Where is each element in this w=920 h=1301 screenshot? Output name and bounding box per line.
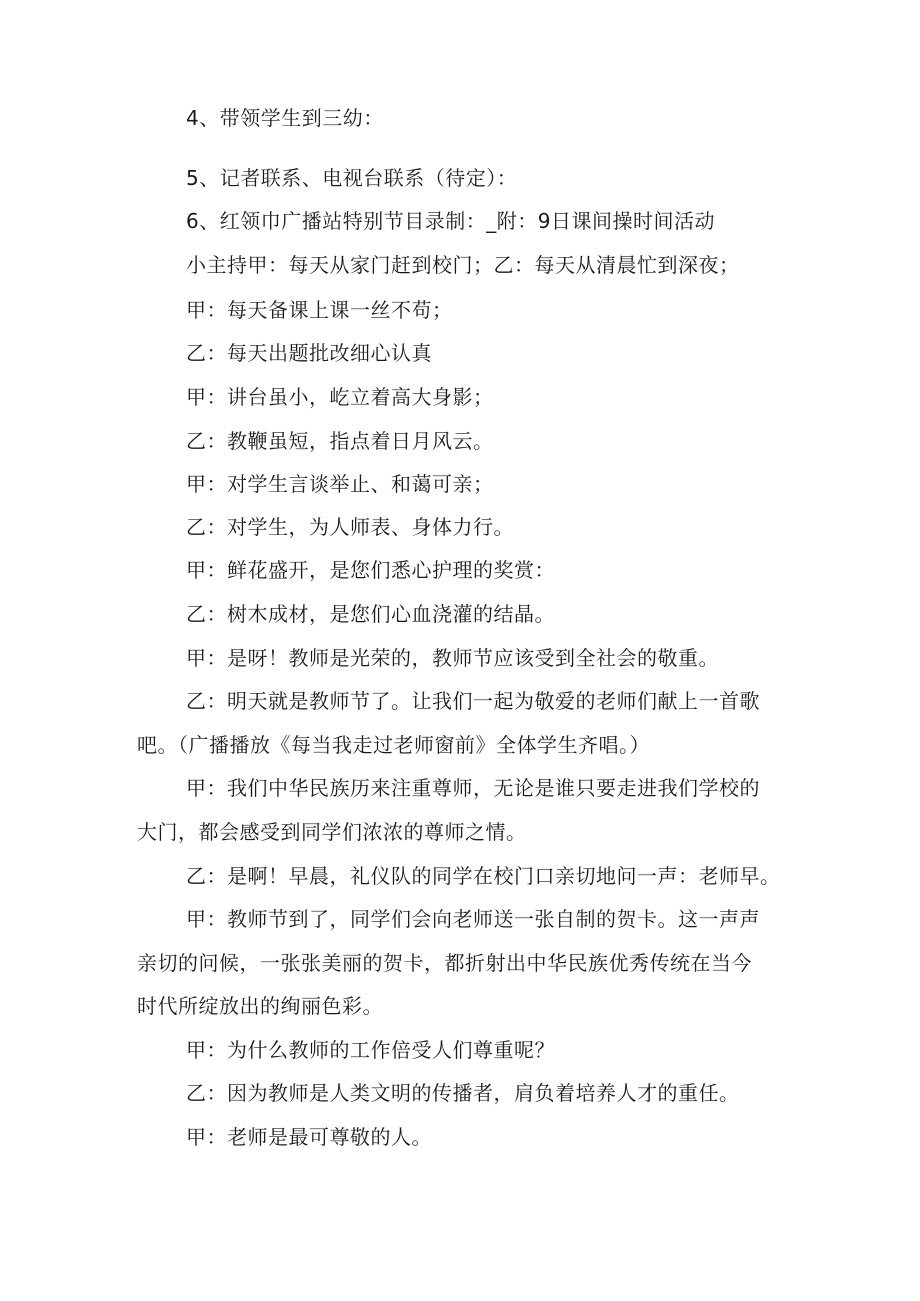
text-line: 大门，都会感受到同学们浓浓的尊师之情。 <box>137 820 527 844</box>
text-line: 吧。（广播播放《每当我走过老师窗前》全体学生齐唱。） <box>137 733 650 757</box>
text-line: 乙：树木成材，是您们心血浇灌的结晶。 <box>186 602 555 626</box>
text-line: 4、带领学生到三幼： <box>186 106 384 130</box>
text-line: 6、红领巾广播站特别节目录制：_附：9日课间操时间活动 <box>186 209 715 233</box>
text-line: 乙：每天出题批改细心认真 <box>186 341 432 365</box>
text-line: 乙：因为教师是人类文明的传播者，肩负着培养人才的重任。 <box>186 1081 740 1105</box>
text-line: 甲：教师节到了，同学们会向老师送一张自制的贺卡。这一声声 <box>186 907 760 931</box>
text-line: 甲：对学生言谈举止、和蔼可亲； <box>186 472 494 496</box>
text-line: 甲：是呀！教师是光荣的，教师节应该受到全社会的敬重。 <box>186 646 719 670</box>
text-line: 甲：讲台虽小，屹立着高大身影； <box>186 385 494 409</box>
text-line: 甲：为什么教师的工作倍受人们尊重呢？ <box>186 1038 555 1062</box>
text-line: 小主持甲：每天从家门赶到校门；乙：每天从清晨忙到深夜； <box>186 253 740 277</box>
text-line: 乙：教鞭虽短，指点着日月风云。 <box>186 429 494 453</box>
text-line: 乙：对学生，为人师表、身体力行。 <box>186 515 514 539</box>
text-line: 5、记者联系、电视台联系（待定）： <box>186 166 518 190</box>
text-line: 甲：鲜花盛开，是您们悉心护理的奖赏： <box>186 558 555 582</box>
text-line: 时代所绽放出的绚丽色彩。 <box>137 994 383 1018</box>
text-line: 甲：每天备课上课一丝不苟； <box>186 298 453 322</box>
text-line: 甲：老师是最可尊敬的人。 <box>186 1125 432 1149</box>
text-line: 乙：明天就是教师节了。让我们一起为敬爱的老师们献上一首歌 <box>186 689 760 713</box>
text-line: 乙：是啊！早晨，礼仪队的同学在校门口亲切地问一声：老师早。 <box>186 864 781 888</box>
text-line: 亲切的问候，一张张美丽的贺卡，都折射出中华民族优秀传统在当今 <box>137 951 752 975</box>
text-line: 甲：我们中华民族历来注重尊师，无论是谁只要走进我们学校的 <box>186 776 760 800</box>
